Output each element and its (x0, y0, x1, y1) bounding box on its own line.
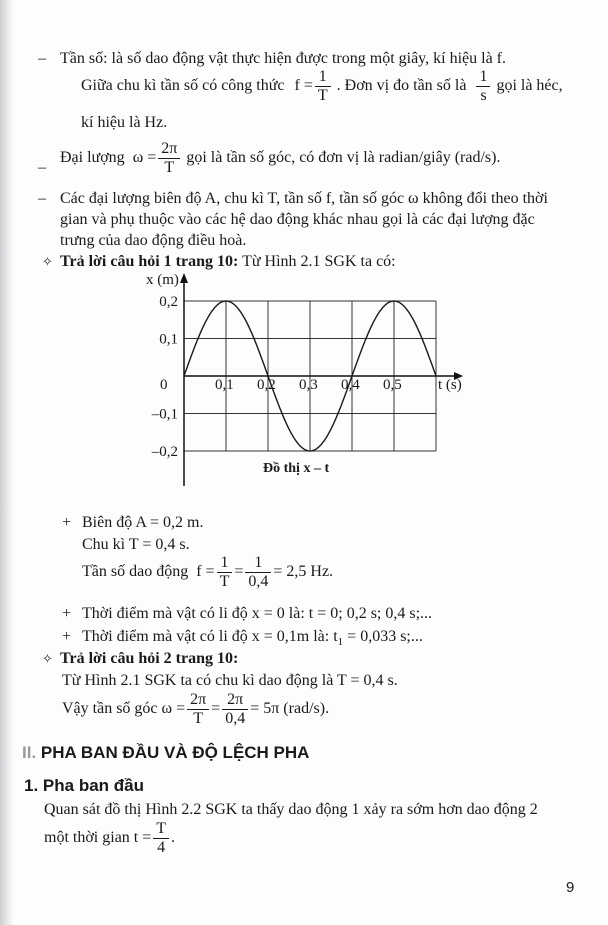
fraction (187, 691, 209, 728)
characteristic-quantities-line1: Các đại lượng biên độ A, chu kì T, tần số f, tần số góc ω không đổi theo thời (60, 190, 548, 207)
subscript: 1 (337, 636, 344, 649)
hz-unit-text: kí hiệu là Hz. (81, 114, 168, 131)
y-tick-label: 0,2 (159, 294, 178, 310)
y-tick-label: –0,1 (151, 406, 178, 423)
denominator: T (219, 573, 230, 590)
fraction-T-over-4 (153, 820, 169, 857)
question-1-label: Trả lời câu hỏi 1 trang 10: (60, 253, 239, 270)
numerator: 2π (187, 691, 209, 710)
text: . (171, 829, 176, 847)
question-2-label: Trả lời câu hỏi 2 trang 10: (60, 650, 239, 667)
text: Đại lượng (60, 149, 125, 167)
bullet-dash: – (38, 50, 46, 67)
text: ω = (161, 700, 186, 718)
numerator: 1 (476, 68, 490, 87)
fraction (222, 691, 248, 728)
section-title: PHA BAN ĐẦU VÀ ĐỘ LỆCH PHA (40, 743, 310, 762)
subsection-number: 1. (24, 776, 39, 795)
fraction (245, 554, 271, 591)
denominator: 0,4 (248, 573, 269, 590)
text: . Đơn vị đo tần số là (336, 77, 467, 95)
text: Giữa chu kì tần số có công thức (81, 77, 285, 95)
denominator: 4 (157, 839, 166, 856)
frequency-definition: Tần số: là số dao động vật thực hiện được trong một giây, kí hiệu là f. (60, 50, 507, 67)
x-tick-label: 0,3 (299, 377, 318, 393)
period-text: Chu kì T = 0,4 s. (82, 536, 190, 553)
text: = (234, 563, 244, 581)
denominator: 0,4 (225, 710, 246, 727)
x-tick-label: 0,5 (383, 377, 402, 393)
text: Thời điểm mà vật có li độ x = 0,1m là: t (82, 628, 338, 645)
subsection-title: Pha ban đầu (42, 776, 144, 795)
y-axis-arrow-icon (180, 273, 188, 283)
text: = 0,033 s;... (343, 628, 423, 645)
text: Tần số dao động (82, 563, 189, 581)
denominator: T (193, 710, 204, 727)
amplitude-text: Biên độ A = 0,2 m. (82, 514, 204, 531)
text: gọi là héc, (496, 77, 563, 95)
denominator: T (164, 159, 175, 176)
bullet-dash: – (38, 159, 46, 176)
page-number: 9 (566, 879, 575, 896)
angular-frequency-calc (62, 691, 329, 728)
denominator: s (480, 87, 487, 104)
y-tick-label: 0,1 (159, 331, 178, 348)
phase-observation-line2 (44, 820, 175, 857)
question-1-text: Từ Hình 2.1 SGK ta có: (242, 253, 396, 270)
text: f = (294, 77, 313, 95)
x-axis-label: t (s) (438, 377, 462, 393)
bullet-dash: – (38, 190, 46, 207)
diamond-bullet-icon: ✧ (42, 651, 53, 666)
numerator: 1 (217, 554, 233, 573)
bullet-plus: + (62, 628, 72, 645)
subsection-heading (24, 776, 144, 796)
numerator: 1 (245, 554, 271, 573)
period-from-graph: Từ Hình 2.1 SGK ta có chu kì dao động là T = 0,4 s. (62, 672, 398, 689)
text: = 5π (rad/s). (250, 700, 330, 718)
bullet-plus: + (62, 514, 72, 531)
numerator: T (153, 820, 169, 839)
text: gọi là tần số góc, có đơn vị là radian/giây (rad/s). (186, 149, 501, 167)
phase-observation-line1: Quan sát đồ thị Hình 2.2 SGK ta thấy dao động 1 xảy ra sớm hơn dao động 2 (44, 801, 538, 818)
frequency-calc-line (82, 554, 333, 591)
x-tick-label: 0,4 (341, 377, 360, 393)
denominator: T (317, 87, 328, 104)
bullet-plus: + (62, 605, 72, 622)
y-axis-label: x (m) (146, 272, 179, 288)
fraction (217, 554, 233, 591)
zero-displacement-times: Thời điểm mà vật có li độ x = 0 là: t = 0; 0,2 s; 0,4 s;... (82, 605, 433, 622)
x-tick-label: 0,1 (215, 377, 234, 393)
numerator: 2π (222, 691, 248, 710)
text: f = (196, 563, 215, 581)
characteristic-quantities-line2: gian và phụ thuộc vào các hệ dao động khác nhau gọi là các đại lượng đặc (60, 211, 535, 228)
numerator: 2π (158, 140, 180, 159)
section-heading (22, 743, 309, 763)
section-number: II. (22, 743, 37, 762)
text: Vậy tần số góc (62, 700, 158, 718)
numerator: 1 (315, 68, 331, 87)
chart-title: Đồ thị x – t (263, 461, 330, 476)
x-tick-label: 0,2 (257, 377, 276, 393)
y-tick-label: –0,2 (151, 444, 178, 460)
characteristic-quantities-line3: trưng của dao động điều hoà. (60, 232, 247, 249)
text: ω = (132, 149, 157, 167)
origin-label: 0 (160, 377, 168, 393)
diamond-bullet-icon: ✧ (42, 254, 53, 269)
text: một thời gian t = (44, 829, 152, 847)
text: = 2,5 Hz. (273, 563, 334, 581)
text: = (211, 700, 221, 718)
